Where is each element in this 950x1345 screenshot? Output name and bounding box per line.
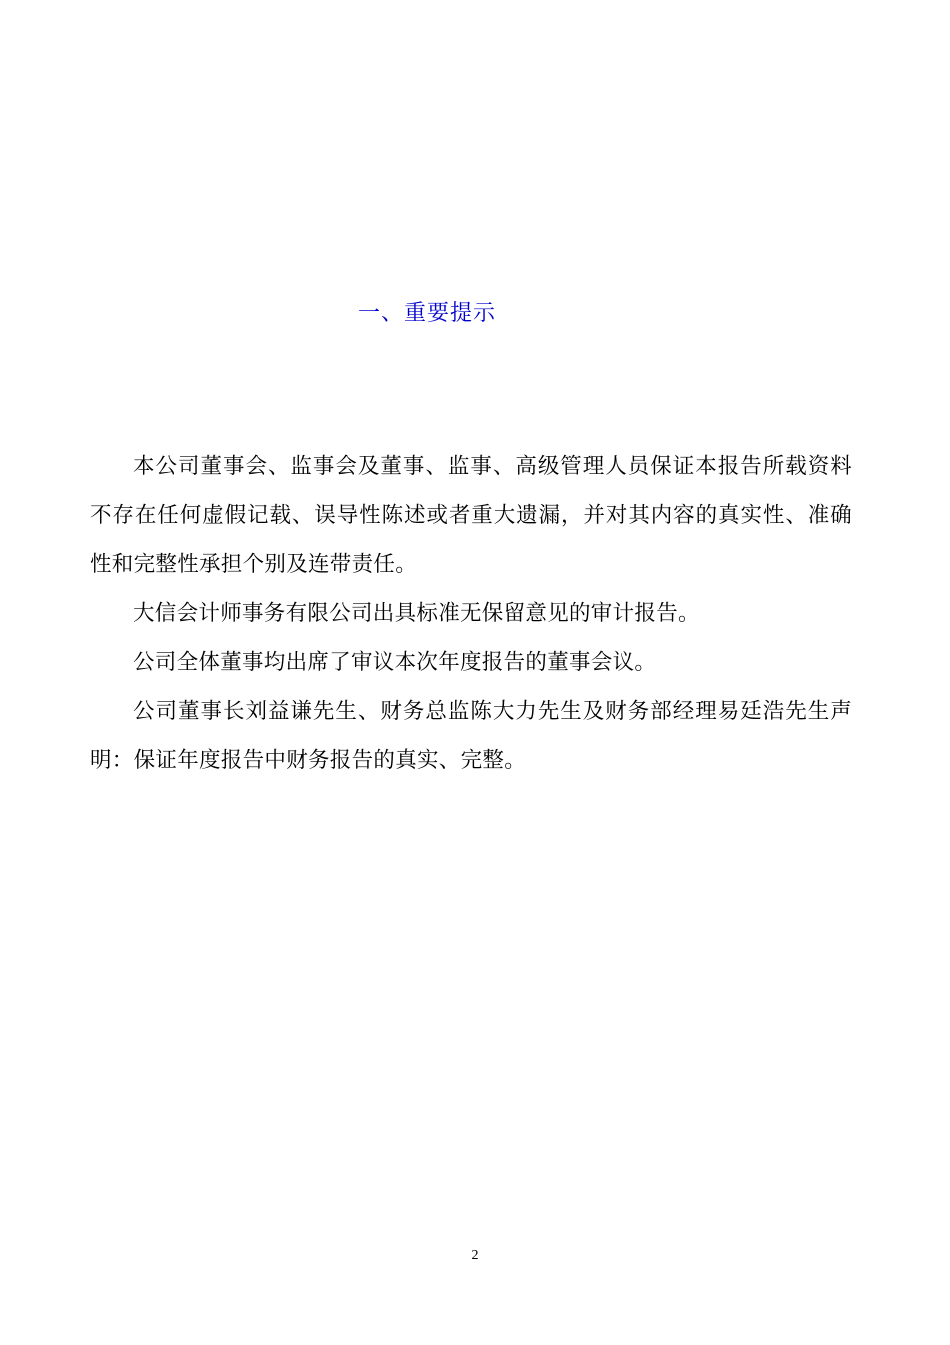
page-number: 2 bbox=[471, 1248, 479, 1263]
section-heading: 一、重要提示 bbox=[358, 301, 497, 326]
paragraph-audit-opinion: 大信会计师事务有限公司出具标准无保留意见的审计报告。 bbox=[133, 601, 700, 626]
paragraph-board-attendance: 公司全体董事均出席了审议本次年度报告的董事会议。 bbox=[133, 650, 657, 675]
paragraph-guarantee: 本公司董事会、监事会及董事、监事、高级管理人员保证本报告所载资料不存在任何虚假记载、误导性陈述或者重大遗漏，并对其内容的真实性、准确性和完整性承担个别及连带责任。 bbox=[90, 454, 852, 577]
body-text bbox=[90, 442, 852, 785]
paragraph-declaration: 公司董事长刘益谦先生、财务总监陈大力先生及财务部经理易廷浩先生声明：保证年度报告中财务报告的真实、完整。 bbox=[90, 699, 852, 773]
